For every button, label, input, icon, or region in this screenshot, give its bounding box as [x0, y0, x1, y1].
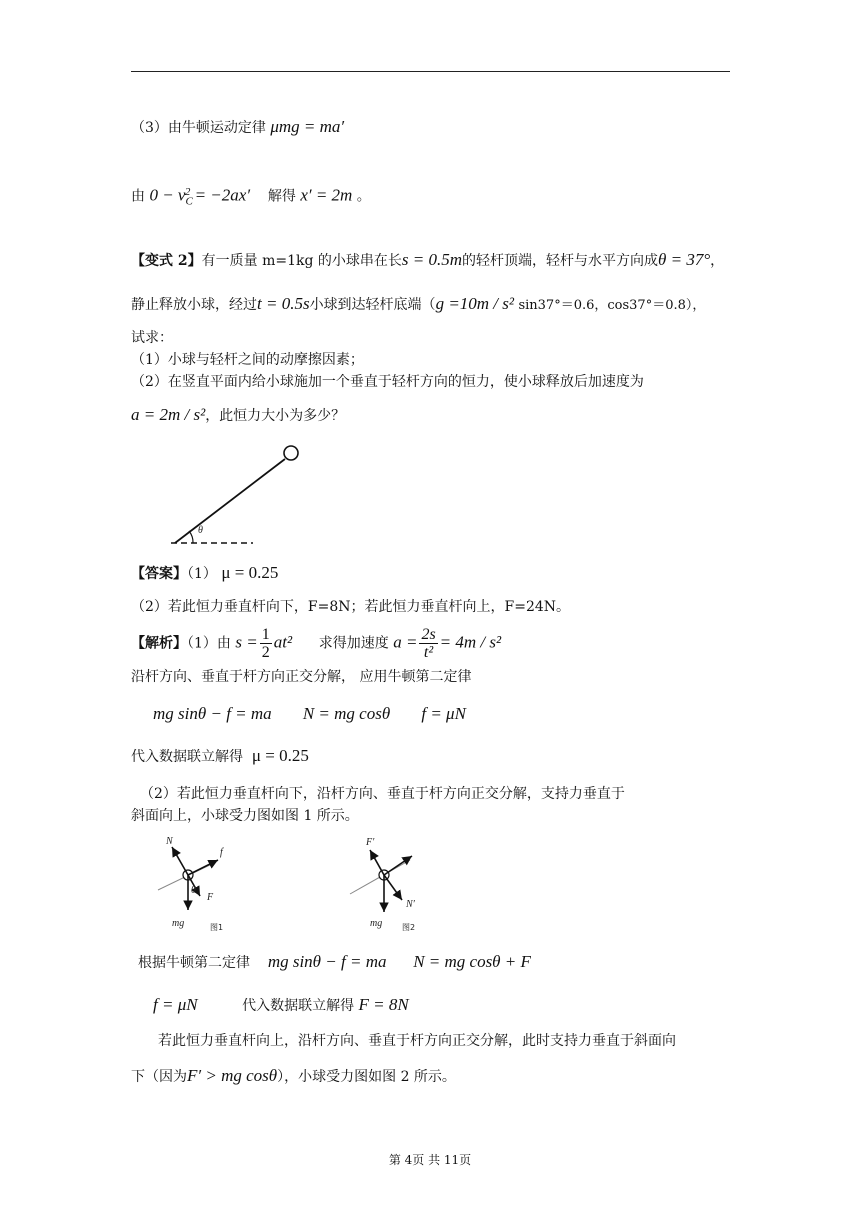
- svg-text:N′: N′: [406, 899, 415, 910]
- answer-title: 【答案】: [131, 566, 187, 582]
- arrow-f: [188, 860, 218, 875]
- fig2-caption: 图2: [402, 923, 416, 932]
- variant-line-1: 【变式 2】有一质量 m=1kg 的小球串在长s = 0.5m的轻杆顶端，轻杆与水平方向成θ = 37°，: [131, 250, 725, 269]
- angle-arc: [189, 531, 193, 543]
- analysis-line-5: （2）若此恒力垂直杆向下，沿杆方向、垂直于杆方向正交分解，支持力垂直于: [140, 786, 625, 802]
- svg-text:f: f: [220, 847, 223, 858]
- svg-text:F: F: [207, 892, 214, 903]
- variant-line-3: 试求：: [131, 330, 173, 346]
- arrow-N: [172, 847, 188, 875]
- analysis-equations-1: mg sinθ − f = ma N = mg cosθ f = μN: [153, 704, 466, 723]
- svg-text:N: N: [166, 836, 173, 847]
- analysis-title: 【解析】: [131, 635, 187, 652]
- answer-line-1: 【答案】（1） μ = 0.25: [131, 563, 279, 582]
- para-solve-x: 由 $0 - v_C^2 = -2ax'$ 解得 x′ = 2m 。: [131, 185, 371, 208]
- svg-text:mg: mg: [370, 918, 383, 929]
- svg-text:F′: F′: [366, 837, 375, 848]
- angle-label: θ: [198, 525, 203, 536]
- arrow-F-prime: [370, 850, 384, 875]
- analysis-line-6: 斜面向上，小球受力图如图 1 所示。: [131, 808, 359, 824]
- answer-line-2: （2）若此恒力垂直杆向下，F=8N；若此恒力垂直杆向上，F=24N。: [131, 599, 571, 615]
- arrow-N-prime: [384, 875, 402, 900]
- question-2: （2）在竖直平面内给小球施加一个垂直于轻杆方向的恒力，使小球释放后加速度为: [131, 374, 644, 390]
- analysis-line-9: 若此恒力垂直杆向上，沿杆方向、垂直于杆方向正交分解，此时支持力垂直于斜面向: [158, 1033, 676, 1049]
- fig1-caption: 图1: [210, 923, 224, 932]
- question-2-cont: a = 2m / s²，此恒力大小为多少？: [131, 405, 346, 424]
- analysis-line-10: 下（因为F′ > mg cosθ），小球受力图如图 2 所示。: [131, 1066, 456, 1085]
- analysis-line-1: 【解析】（1）由 s = $\frac{1}{2}$ at² 求得加速度 a = $\frac{2s}{\text{t²}}$ = 4m / s²: [131, 626, 502, 661]
- rod: [175, 459, 285, 543]
- force-diagram-2: [340, 830, 450, 940]
- analysis-line-8: f = μN 代入数据联立解得 F = 8N: [153, 995, 409, 1014]
- header-rule: [131, 71, 730, 72]
- force-diagram-1: [150, 830, 250, 940]
- variant-line-2: 静止释放小球，经过t = 0.5s小球到达轻杆底端（g =10m / s² sin37°＝0.6，cos37°＝0.8），: [131, 294, 706, 313]
- svg-text:θ: θ: [191, 885, 196, 896]
- arrow-f-2: [384, 856, 412, 875]
- analysis-line-7: 根据牛顿第二定律 mg sinθ − f = ma N = mg cosθ + F: [138, 952, 531, 971]
- ball: [284, 446, 298, 460]
- question-1: （1）小球与轻杆之间的动摩擦因素；: [131, 352, 364, 368]
- page-footer: 第 4页 共 11页: [388, 1153, 472, 1167]
- svg-text:mg: mg: [172, 918, 185, 929]
- variant-title: 【变式 2】: [131, 253, 202, 269]
- analysis-line-2: 沿杆方向、垂直于杆方向正交分解， 应用牛顿第二定律: [131, 669, 472, 685]
- rod-incline-figure: [165, 440, 315, 550]
- analysis-line-4: 代入数据联立解得 μ = 0.25: [131, 746, 309, 765]
- equation: μmg = ma′: [270, 117, 345, 136]
- para-newton-3: （3）由牛顿运动定律 μmg = ma′: [131, 117, 345, 136]
